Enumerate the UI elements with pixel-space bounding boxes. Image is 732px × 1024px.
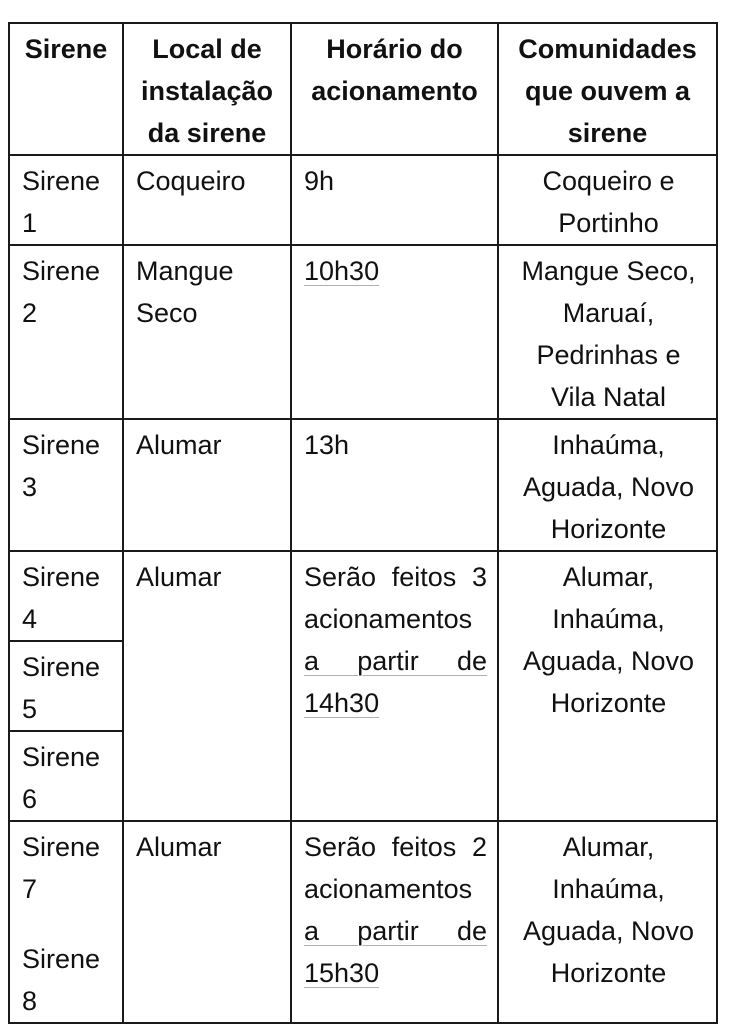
cell-sirene: Sirene 4 (9, 551, 123, 641)
header-comunidades: Comunidades que ouvem a sirene (498, 23, 717, 155)
sirene-label: Sirene 7 (22, 832, 101, 904)
cell-comunidades: Mangue Seco, Maruaí, Pedrinhas e Vila Natal (498, 245, 717, 419)
cell-local: Alumar (123, 821, 291, 1023)
cell-sirene (9, 821, 123, 1023)
table-row (9, 155, 717, 245)
cell-comunidades: Inhaúma, Aguada, Novo Horizonte (498, 419, 717, 551)
cell-sirene: Sirene 1 (9, 155, 123, 245)
header-sirene: Sirene (9, 23, 123, 155)
sirene-gap (22, 910, 112, 938)
table-row (9, 821, 717, 1023)
header-local: Local de instalação da sirene (123, 23, 291, 155)
horario-from-text: a partir de (304, 646, 487, 676)
header-row (9, 23, 717, 155)
cell-local: Alumar (123, 419, 291, 551)
cell-comunidades: Coqueiro e Portinho (498, 155, 717, 245)
cell-local: Mangue Seco (123, 245, 291, 419)
cell-sirene: Sirene 2 (9, 245, 123, 419)
cell-horario (291, 551, 498, 821)
horario-text: Serão feitos 2 acionamentos (304, 832, 487, 904)
siren-schedule-table (8, 22, 718, 1024)
cell-comunidades: Alumar, Inhaúma, Aguada, Novo Horizonte (498, 821, 717, 1023)
horario-time: 15h30 (304, 958, 380, 988)
header-horario: Horário do acionamento (291, 23, 498, 155)
cell-comunidades: Alumar, Inhaúma, Aguada, Novo Horizonte (498, 551, 717, 821)
horario-text: Serão feitos 3 acionamentos (304, 562, 487, 634)
cell-local: Alumar (123, 551, 291, 821)
table-row (9, 419, 717, 551)
cell-local: Coqueiro (123, 155, 291, 245)
horario-time: 14h30 (304, 688, 380, 718)
cell-sirene: Sirene 6 (9, 731, 123, 821)
horario-from-text: a partir de (304, 916, 487, 946)
horario-link: 10h30 (304, 256, 380, 286)
cell-horario (291, 821, 498, 1023)
cell-horario: 13h (291, 419, 498, 551)
table-row (9, 551, 717, 641)
table-row (9, 245, 717, 419)
sirene-label: Sirene 8 (22, 944, 101, 1016)
cell-horario: 9h (291, 155, 498, 245)
cell-sirene: Sirene 5 (9, 641, 123, 731)
cell-sirene: Sirene 3 (9, 419, 123, 551)
cell-horario (291, 245, 498, 419)
